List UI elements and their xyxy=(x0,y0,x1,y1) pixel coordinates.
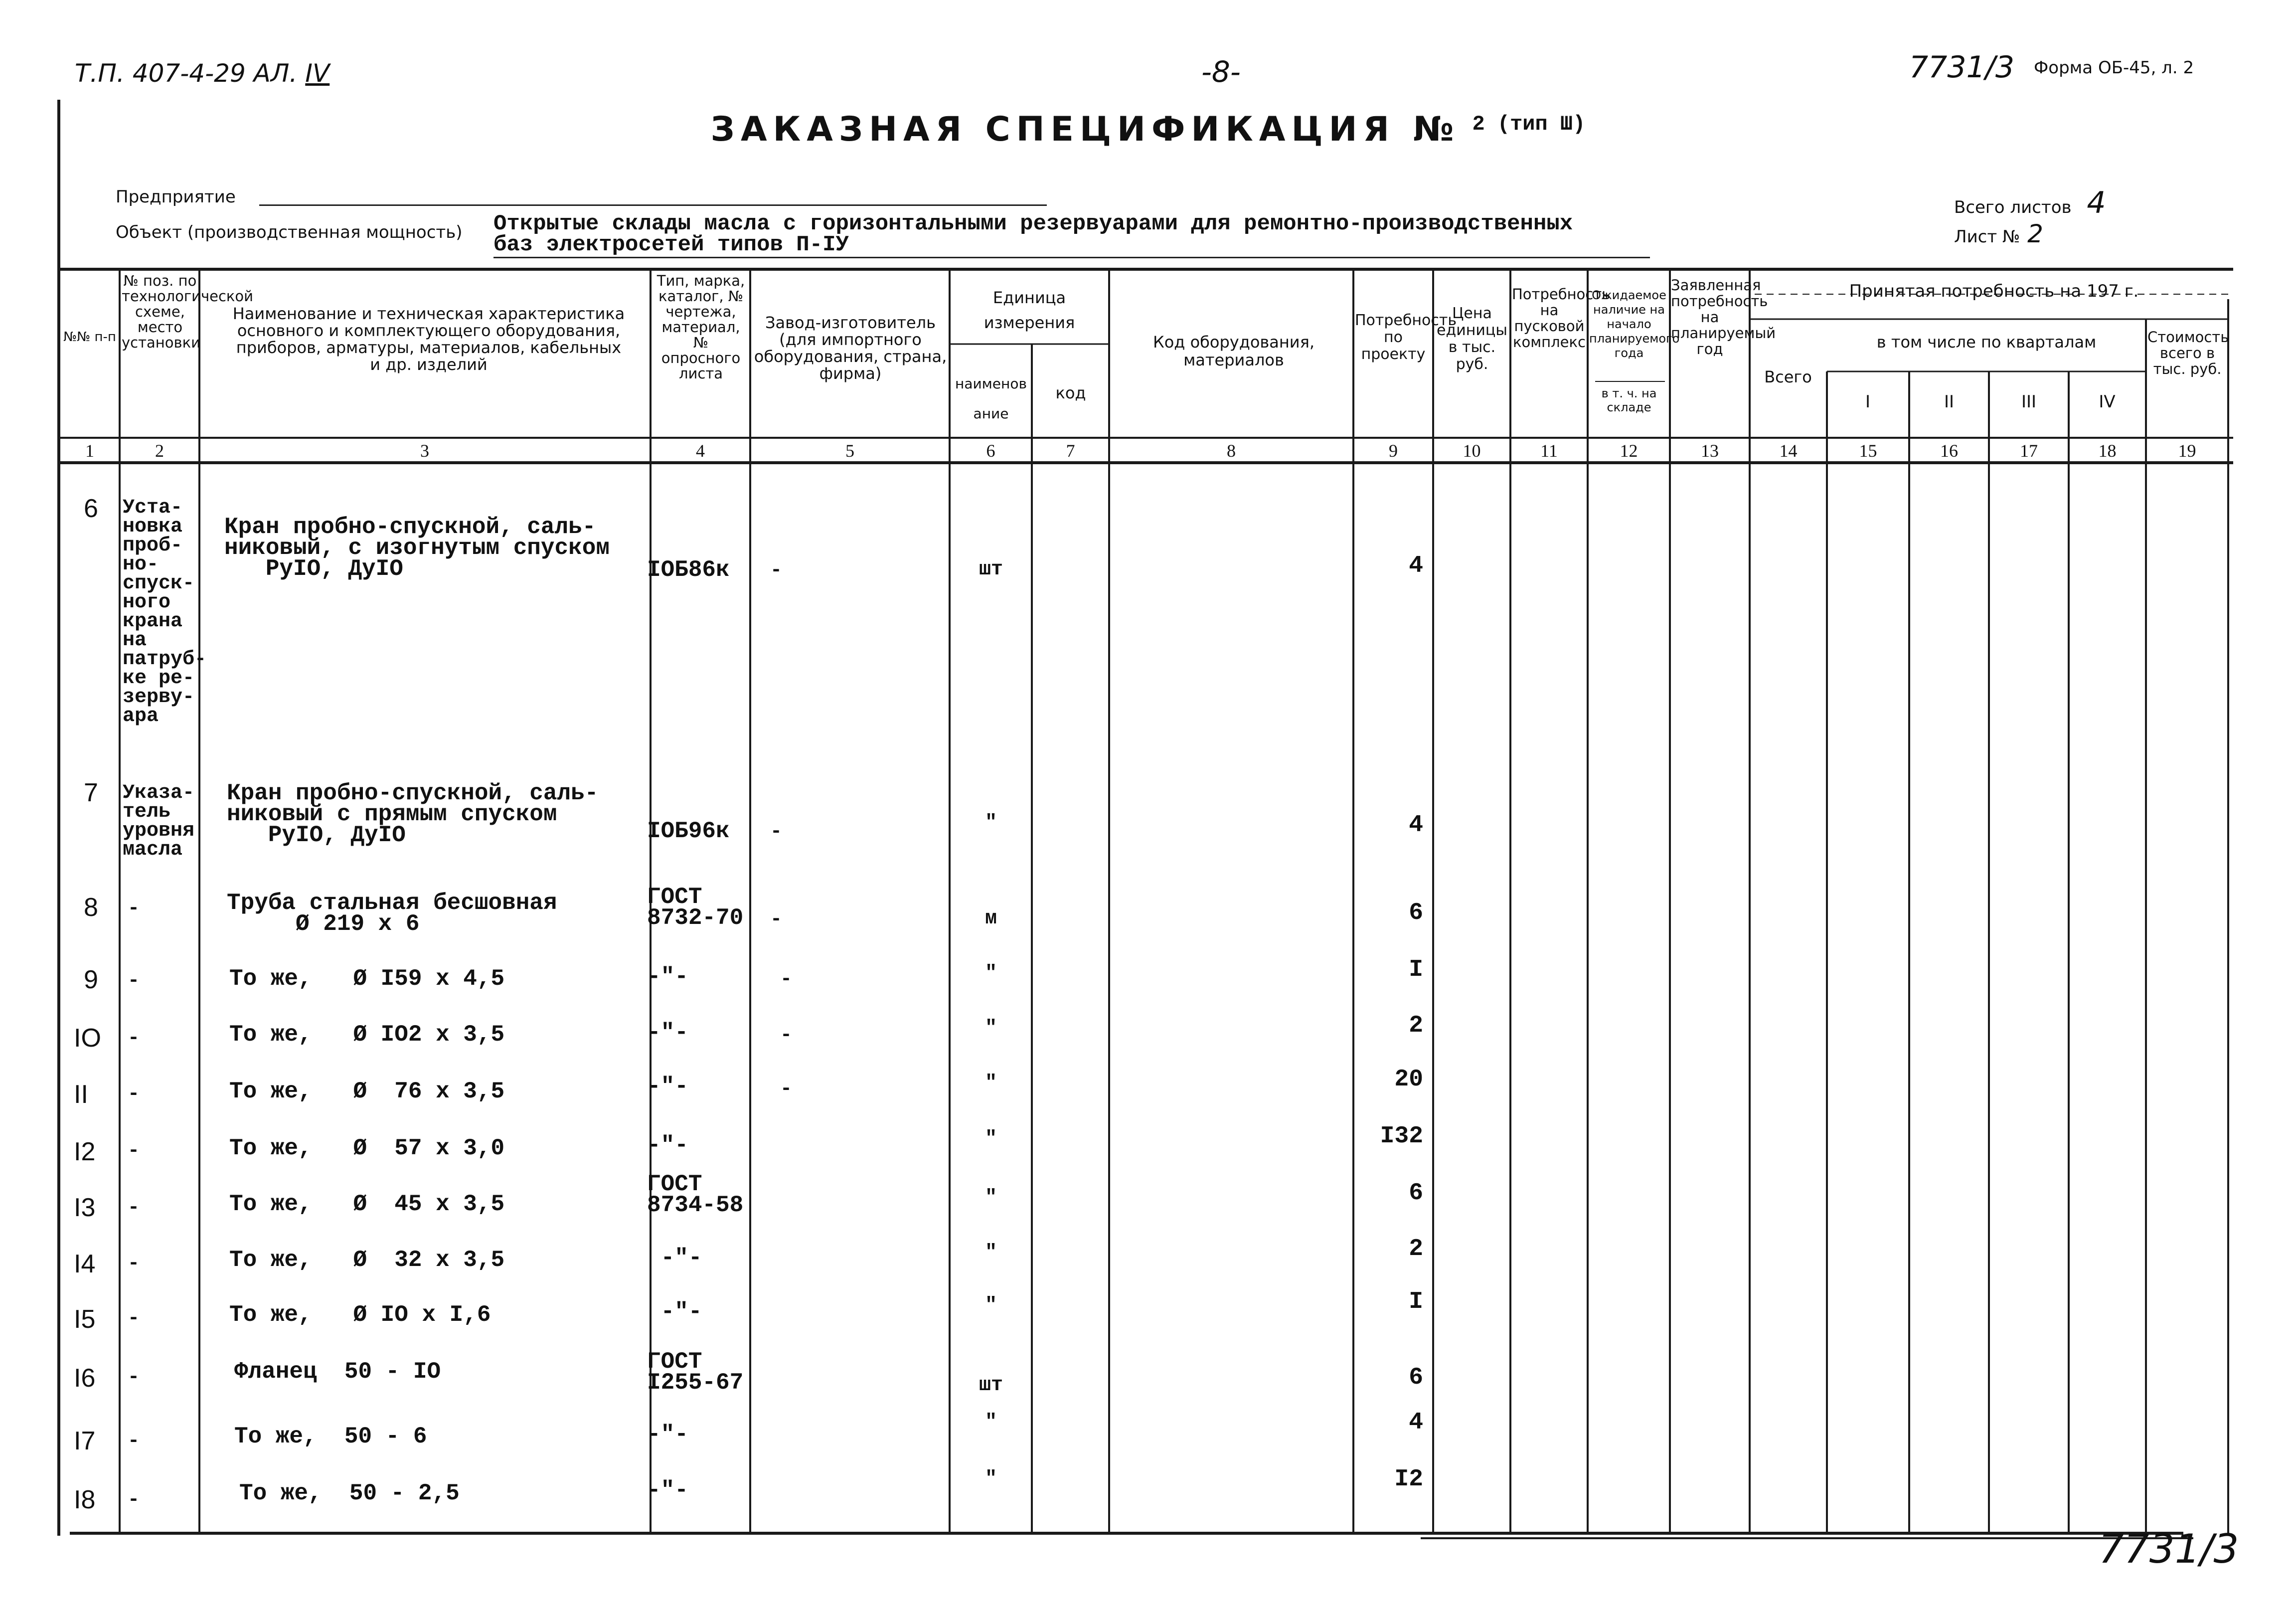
row-quantity: 20 xyxy=(1394,1066,1423,1093)
colnum-10: 10 xyxy=(1463,441,1481,461)
colnum-12: 12 xyxy=(1620,441,1638,461)
row-maker: - xyxy=(780,968,793,991)
row-unit: " xyxy=(984,1187,997,1209)
col-header-11: Потребность на пусковой комплекс xyxy=(1512,286,1611,351)
row-maker: - xyxy=(770,559,783,582)
col-header-accepted: Принятая потребность на 197 г. xyxy=(1849,281,2139,301)
row-position: Указа- тель уровня масла xyxy=(123,782,195,861)
total-sheets-label: Всего листов xyxy=(1954,197,2072,217)
row-quantity: 6 xyxy=(1409,900,1423,926)
row-unit: шт xyxy=(979,558,1003,581)
sheet-label: Лист № xyxy=(1954,227,2020,247)
row-quantity: I32 xyxy=(1380,1123,1423,1150)
col-header-q2: II xyxy=(1944,392,1955,412)
bottom-document-code: 7731/3 xyxy=(2099,1526,2239,1572)
row-maker: - xyxy=(780,1078,793,1100)
colnum-2: 2 xyxy=(155,441,164,461)
row-type: -"- xyxy=(647,1299,702,1325)
row-quantity: 6 xyxy=(1409,1180,1423,1207)
row-quantity: 2 xyxy=(1409,1012,1423,1039)
row-position: - xyxy=(128,1140,140,1162)
row-unit: " xyxy=(984,1072,997,1094)
col-header-12b: в т. ч. на складе xyxy=(1601,386,1657,414)
title-text: ЗАКАЗНАЯ СПЕЦИФИКАЦИЯ № xyxy=(710,110,1460,149)
row-quantity: 6 xyxy=(1409,1364,1423,1391)
colnum-15: 15 xyxy=(1859,441,1877,461)
row-quantity: 4 xyxy=(1409,812,1423,839)
row-type: ГОСТ 8734-58 xyxy=(647,1171,744,1218)
row-number: IO xyxy=(74,1024,101,1053)
colnum-1: 1 xyxy=(85,441,94,461)
row-number: I5 xyxy=(74,1305,96,1334)
row-number: 6 xyxy=(84,494,98,523)
col-header-q1: I xyxy=(1865,392,1871,412)
colnum-19: 19 xyxy=(2178,441,2196,461)
row-maker: - xyxy=(780,1024,793,1047)
row-quantity: 2 xyxy=(1409,1236,1423,1262)
row-position: Уста- новка проб- но- спуск- ного крана на патруб- ке ре- зерву- ара xyxy=(123,497,207,727)
row-item-name: Кран пробно-спускной, саль- никовый, с изогнутым спуском РуIO, ДуIO xyxy=(224,514,610,582)
colnum-9: 9 xyxy=(1389,441,1398,461)
colnum-16: 16 xyxy=(1940,441,1958,461)
row-maker: - xyxy=(770,908,783,931)
row-position: - xyxy=(128,1197,140,1219)
enterprise-label: Предприятие xyxy=(116,187,236,207)
row-position: - xyxy=(128,1366,140,1389)
row-unit: " xyxy=(984,1128,997,1150)
row-type: IOБ96к xyxy=(647,818,730,844)
col-header-q3: III xyxy=(2021,392,2037,412)
document-code: 7731/3 xyxy=(1909,50,2015,85)
row-item-name: То же, Ø 76 х 3,5 xyxy=(229,1079,505,1104)
colnum-7: 7 xyxy=(1066,441,1075,461)
row-item-name: То же, Ø 57 х 3,0 xyxy=(229,1135,505,1161)
col-header-7: код xyxy=(1055,383,1086,402)
row-type: IOБ86к xyxy=(647,557,730,583)
row-position: - xyxy=(128,1027,140,1050)
row-item-name: То же, 50 - 2,5 xyxy=(239,1480,460,1506)
col-header-8: Код оборудования, материалов xyxy=(1152,333,1315,369)
col-header-unit: Единица измерения xyxy=(984,288,1075,332)
row-type: -"- xyxy=(647,1074,688,1099)
row-number: II xyxy=(74,1080,88,1109)
colnum-5: 5 xyxy=(845,441,854,461)
col-header-10: Цена единицы в тыс. руб. xyxy=(1437,305,1507,373)
row-number: I3 xyxy=(74,1193,96,1222)
row-item-name: То же, Ø I59 х 4,5 xyxy=(229,966,505,992)
colnum-18: 18 xyxy=(2098,441,2117,461)
row-number: I2 xyxy=(74,1137,96,1166)
col-header-13: Заявленная потребность на планируемый год xyxy=(1671,277,1776,358)
col-header-9: Потребность по проекту xyxy=(1355,312,1457,363)
row-item-name: То же, Ø 32 х 3,5 xyxy=(229,1247,505,1273)
row-unit: " xyxy=(984,1294,997,1317)
top-left-roman: IV xyxy=(305,59,330,88)
row-number: 9 xyxy=(84,965,98,994)
row-unit: " xyxy=(984,812,997,834)
row-type: ГОСТ 8732-70 xyxy=(647,884,744,931)
object-description-1: Открытые склады масла с горизонтальными резервуарами для ремонтно-производственных xyxy=(493,211,1573,236)
row-maker: - xyxy=(770,821,783,843)
row-number: I4 xyxy=(74,1250,96,1278)
sheet-value: 2 xyxy=(2027,219,2043,248)
row-number: 7 xyxy=(84,778,98,807)
col-header-2: № поз. по технологической схеме, место установки xyxy=(122,272,253,351)
colnum-11: 11 xyxy=(1540,441,1558,461)
row-quantity: I xyxy=(1409,1288,1423,1315)
row-unit: " xyxy=(984,1468,997,1490)
row-number: I8 xyxy=(74,1485,96,1514)
row-position: - xyxy=(128,1253,140,1275)
row-item-name: То же, 50 - 6 xyxy=(234,1424,427,1449)
colnum-8: 8 xyxy=(1227,441,1236,461)
row-position: - xyxy=(128,898,140,920)
total-sheets-value: 4 xyxy=(2087,185,2106,220)
colnum-4: 4 xyxy=(696,441,705,461)
row-number: I7 xyxy=(74,1427,96,1455)
row-item-name: Кран пробно-спускной, саль- никовый с прямым спуском РуIO, ДуIO xyxy=(227,780,599,848)
col-header-1: №№ п-п xyxy=(63,330,116,345)
row-position: - xyxy=(128,1489,140,1511)
row-type: ГОСТ I255-67 xyxy=(647,1349,744,1396)
row-number: I6 xyxy=(74,1364,96,1393)
object-label: Объект (производственная мощность) xyxy=(116,222,463,242)
form-label: Форма ОБ-45, л. 2 xyxy=(2034,58,2194,78)
row-position: - xyxy=(128,1083,140,1105)
col-header-3: Наименование и техническая характеристика основного и комплектующего оборудования, приборов, арматуры, материалов, кабельных и др. изделий xyxy=(232,304,625,374)
row-unit: " xyxy=(984,962,997,985)
col-header-12: Ожидаемое наличие на начало планируемого года xyxy=(1589,288,1680,360)
top-left-text: Т.П. 407-4-29 АЛ. xyxy=(75,59,298,88)
row-number: 8 xyxy=(84,893,98,922)
row-item-name: То же, Ø IO2 х 3,5 xyxy=(229,1022,505,1048)
row-quantity: 4 xyxy=(1409,1409,1423,1436)
row-type: -"- xyxy=(647,1477,688,1503)
row-unit: м xyxy=(984,907,997,930)
col-header-6: наименование xyxy=(955,375,1027,422)
row-position: - xyxy=(128,1430,140,1452)
row-position: - xyxy=(128,1307,140,1330)
col-header-q4: IV xyxy=(2099,392,2116,412)
row-position: - xyxy=(128,970,140,992)
colnum-13: 13 xyxy=(1701,441,1719,461)
colnum-3: 3 xyxy=(420,441,429,461)
row-type: -"- xyxy=(647,1020,688,1046)
col-header-19: Стоимость всего в тыс. руб. xyxy=(2147,329,2229,377)
colnum-14: 14 xyxy=(1779,441,1798,461)
row-unit: шт xyxy=(979,1374,1003,1397)
row-type: -"- xyxy=(647,964,688,990)
colnum-17: 17 xyxy=(2020,441,2038,461)
row-unit: " xyxy=(984,1242,997,1264)
object-description-2: баз электросетей типов П-IУ xyxy=(493,232,849,257)
title-suffix: 2 (тип Ш) xyxy=(1472,112,1586,136)
row-type: -"- xyxy=(647,1422,688,1447)
colnum-6: 6 xyxy=(986,441,995,461)
col-header-quarters: в том числе по кварталам xyxy=(1876,333,2097,352)
row-unit: " xyxy=(984,1017,997,1040)
row-item-name: Труба стальная бесшовная Ø 219 х 6 xyxy=(227,890,557,937)
row-item-name: То же, Ø 45 х 3,5 xyxy=(229,1191,505,1217)
row-type: -"- xyxy=(647,1132,688,1158)
row-item-name: Фланец 50 - IO xyxy=(234,1359,441,1385)
row-quantity: I xyxy=(1409,956,1423,983)
col-header-4: Тип, марка, каталог, № чертежа, материал, № опросного листа xyxy=(656,272,745,382)
row-item-name: То же, Ø IO х I,6 xyxy=(229,1302,491,1328)
row-type: -"- xyxy=(647,1245,702,1271)
col-header-14: Всего xyxy=(1764,367,1812,386)
row-quantity: 4 xyxy=(1409,552,1423,579)
row-unit: " xyxy=(984,1411,997,1434)
page-marker: -8- xyxy=(1201,55,1241,89)
row-quantity: I2 xyxy=(1394,1466,1423,1493)
col-header-5: Завод-изготовитель (для импортного оборудования, страна, фирма) xyxy=(754,313,947,383)
